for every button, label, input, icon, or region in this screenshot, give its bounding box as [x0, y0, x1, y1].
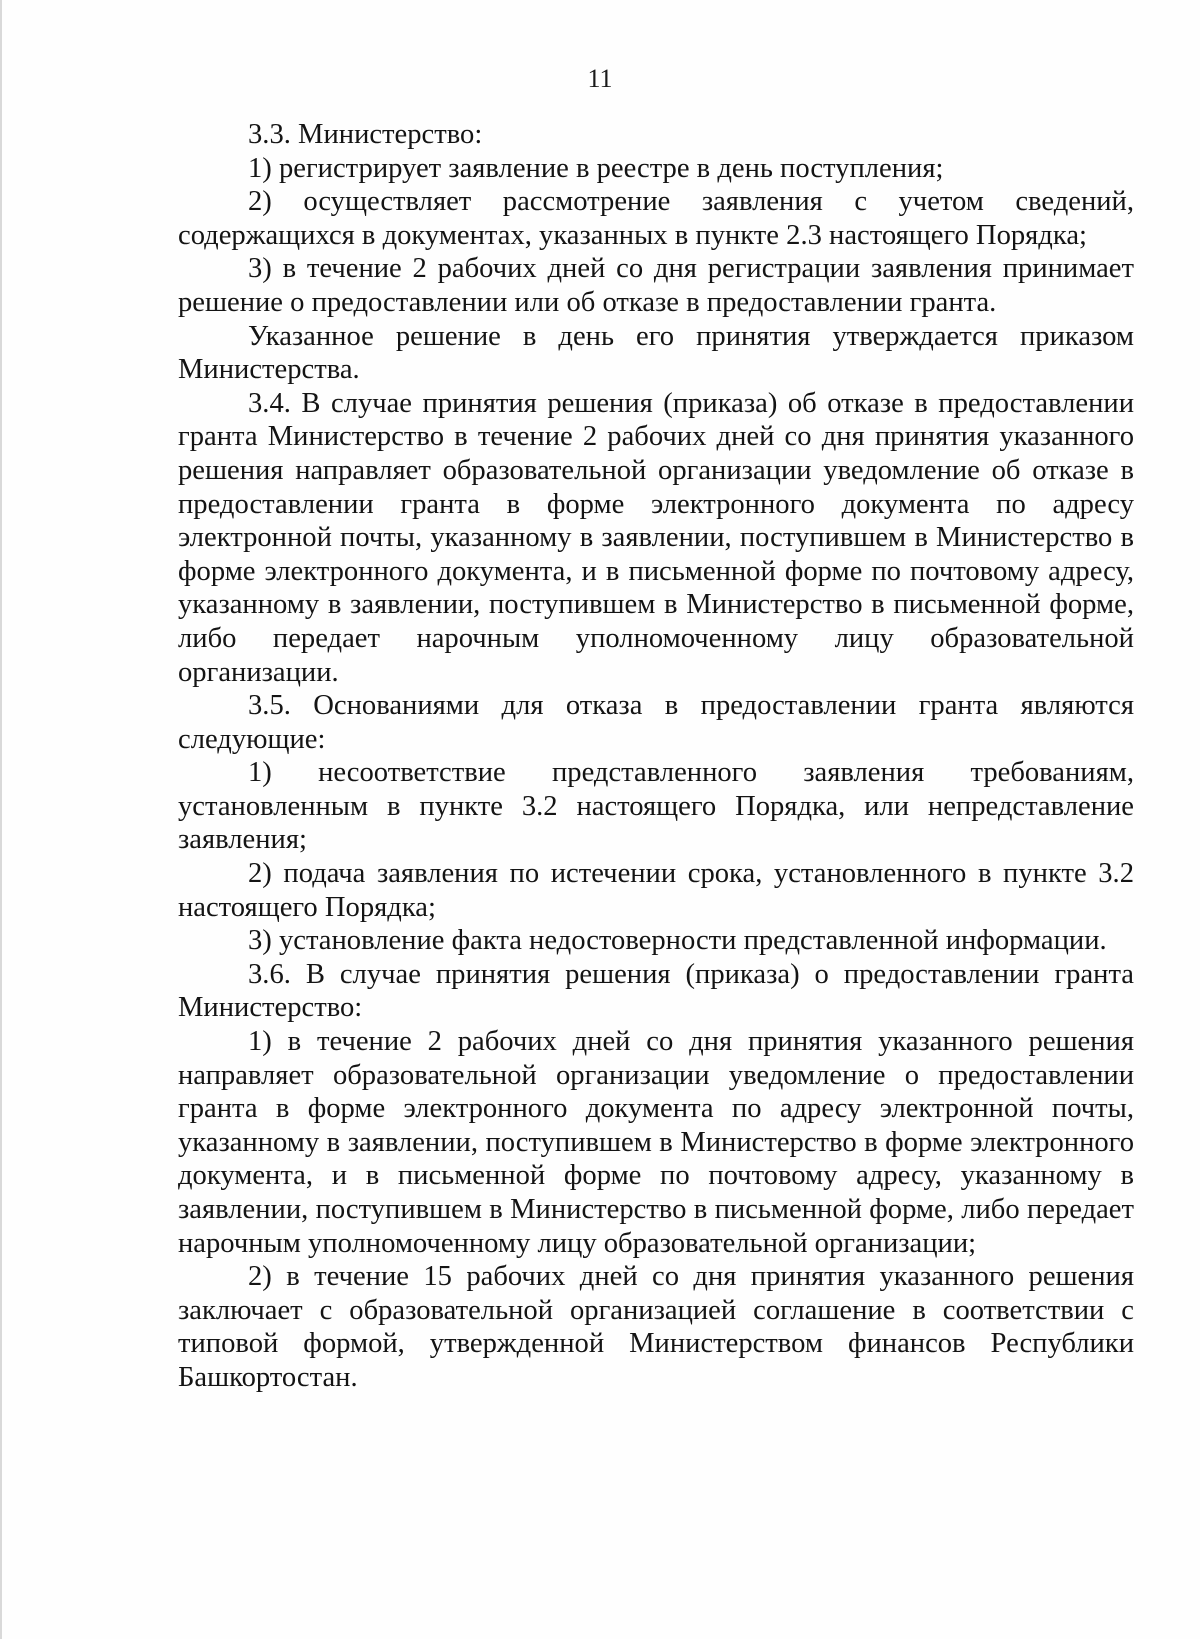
paragraph-3-5-heading: 3.5. Основаниями для отказа в предоставлении гранта являются следующие:	[178, 690, 1134, 755]
paragraph-3-3-item-2: 2) осуществляет рассмотрение заявления с учетом сведений, содержащихся в документах, указанных в пункте 2.3 настоящего Порядка;	[178, 186, 1134, 251]
paragraph-3-4: 3.4. В случае принятия решения (приказа) об отказе в предоставлении гранта Министерство в течение 2 рабочих дней со дня принятия указанного решения направляет образовательной организации уведомление об отказе в предоставлении гранта в форме электронного документа по адресу электронной почты, указанному в заявлении, поступившем в Министерство в форме электронного документа, и в письменной форме по почтовому адресу, указанному в заявлении, поступившем в Министерство в письменной форме, либо передает нарочным уполномоченному лицу образовательной организации.	[178, 387, 1134, 688]
paragraph-3-3-item-3: 3) в течение 2 рабочих дней со дня регистрации заявления принимает решение о предоставлении или об отказе в предоставлении гранта.	[178, 253, 1134, 318]
page-number: 11	[587, 64, 613, 93]
paragraph-3-3-item-1: 1) регистрирует заявление в реестре в день поступления;	[248, 152, 944, 184]
scan-edge-line	[0, 0, 2, 1639]
paragraph-3-6-heading: 3.6. В случае принятия решения (приказа) о предоставлении гранта Министерство:	[178, 958, 1134, 1024]
document-body	[178, 118, 1134, 1395]
paragraph-3-3-heading: 3.3. Министерство:	[248, 119, 483, 150]
paragraph-3-5-item-3: 3) установление факта недостоверности представленной информации.	[248, 925, 1107, 957]
paragraph-3-6-item-1: 1) в течение 2 рабочих дней со дня принятия указанного решения направляет образовательной организации уведомление о предоставлении гранта в форме электронного документа по адресу электронной почты, указанному в заявлении, поступившем в Министерство в форме электронного документа, и в письменной форме по почтовому адресу, указанному в заявлении, поступившем в Министерство в письменной форме, либо передает нарочным уполномоченному лицу образовательной организации;	[178, 1026, 1134, 1259]
paragraph-3-6-item-2: 2) в течение 15 рабочих дней со дня принятия указанного решения заключает с образовательной организацией соглашение в соответствии с типовой формой, утвержденной Министерством финансов Республики Башкортостан.	[178, 1261, 1134, 1393]
paragraph-3-5-item-1: 1) несоответствие представленного заявления требованиям, установленным в пункте 3.2 настоящего Порядка, или непредставление заявления;	[178, 757, 1134, 856]
paragraph-3-5-item-2: 2) подача заявления по истечении срока, установленного в пункте 3.2 настоящего Порядка;	[178, 858, 1134, 923]
paragraph-decision-approval: Указанное решение в день его принятия утверждается приказом Министерства.	[178, 320, 1134, 386]
